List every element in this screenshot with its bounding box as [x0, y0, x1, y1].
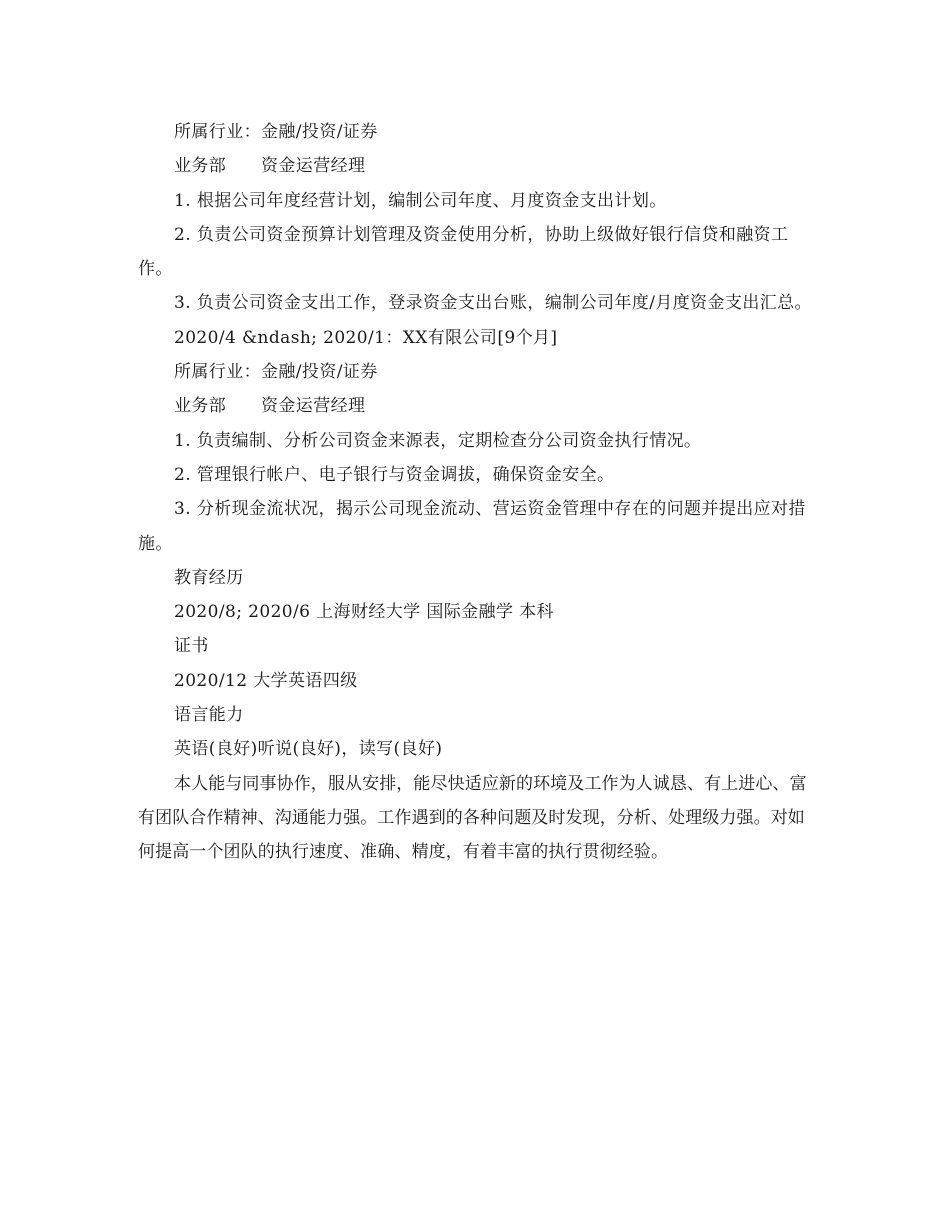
language-entry: 英语(良好)听说(良好)，读写(良好) [174, 739, 443, 760]
section-heading-language: 语言能力 [174, 705, 244, 726]
industry-line: 所属行业：金融/投资/证券 [174, 362, 378, 383]
self-evaluation-paragraph: 本人能与同事协作，服从安排，能尽快适应新的环境及工作为人诚恳、有上进心、富有团队合作精神、沟通能力强。工作遇到的各种问题及时发现，分析、处理级力强。对如何提高一个团队的执行速度、准确、精度，有着丰富的执行贯彻经验。 [138, 773, 807, 863]
employment-period-line: 2020/4 &ndash; 2020/1：XX有限公司[9个月] [174, 327, 558, 348]
duty-item: 3. 负责公司资金支出工作，登录资金支出台账，编制公司年度/月度资金支出汇总。 [174, 293, 812, 314]
document-body [138, 115, 818, 870]
section-heading-certificates: 证书 [174, 636, 209, 657]
education-entry: 2020/8; 2020/6 上海财经大学 国际金融学 本科 [174, 602, 554, 623]
certificate-entry: 2020/12 大学英语四级 [174, 670, 358, 691]
duty-item: 2. 负责公司资金预算计划管理及资金使用分析，协助上级做好银行信贷和融资工作。 [138, 224, 789, 280]
department-position-line: 业务部 资金运营经理 [174, 396, 366, 417]
duty-item: 1. 根据公司年度经营计划，编制公司年度、月度资金支出计划。 [174, 190, 667, 211]
duty-item: 3. 分析现金流状况，揭示公司现金流动、营运资金管理中存在的问题并提出应对措施。 [138, 499, 806, 554]
department-position-line: 业务部 资金运营经理 [174, 156, 366, 177]
industry-line: 所属行业：金融/投资/证券 [174, 122, 378, 142]
section-heading-education: 教育经历 [174, 567, 244, 588]
duty-item: 2. 管理银行帐户、电子银行与资金调拔，确保资金安全。 [174, 464, 615, 485]
duty-item: 1. 负责编制、分析公司资金来源表，定期检查分公司资金执行情况。 [174, 430, 702, 451]
